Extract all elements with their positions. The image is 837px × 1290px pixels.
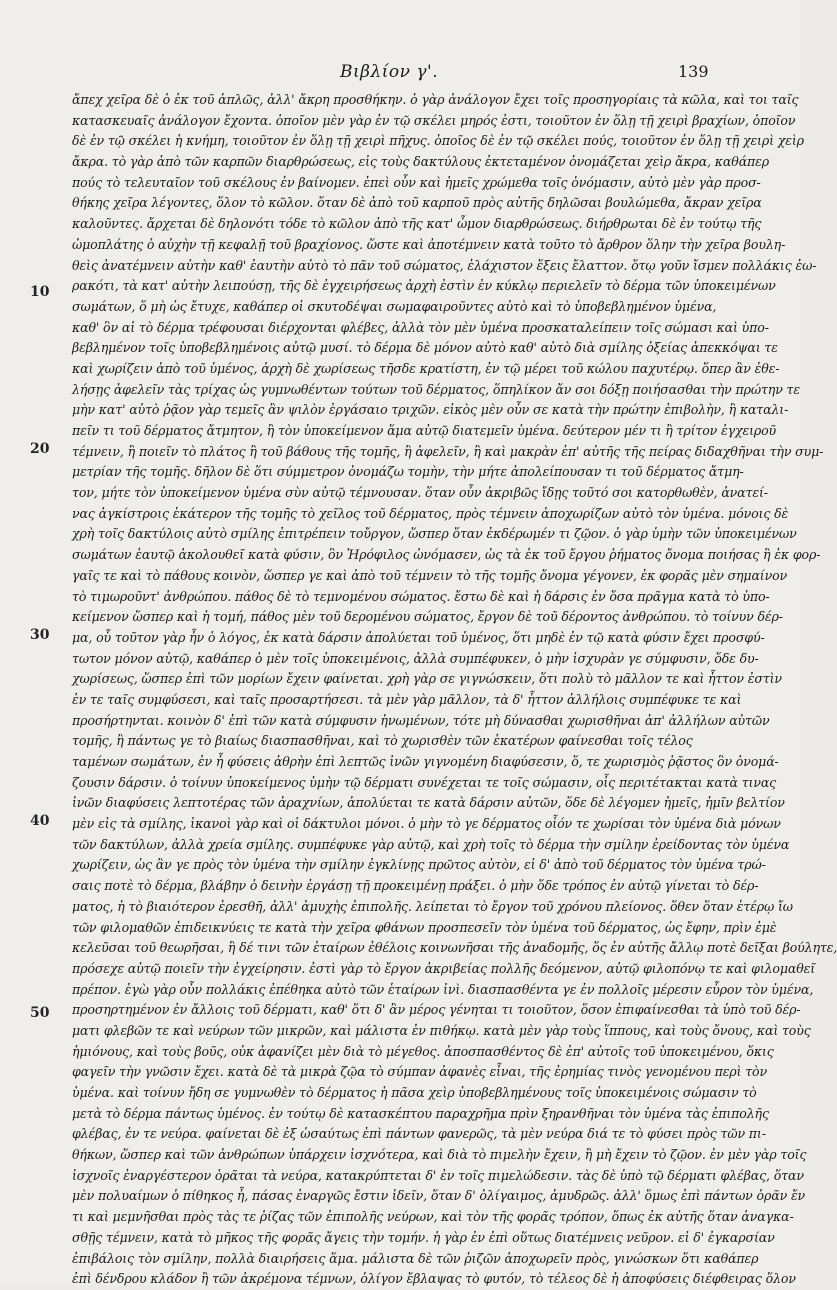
text-line: καθ' ὃν αἱ τὸ δέρμα τρέφουσαι διέρχονται φλέβες, ἀλλὰ τὸν μὲν ὑμένα προσκαταλείπειν τοῖς σώμασι καὶ ὑπο-	[72, 319, 769, 335]
text-line: λήσῃς ἀφελεῖν τὰς τρίχας ὡς γυμνωθέντων τούτων τοῦ δέρματος, ὅπηλίκον ἄν σοι δόξῃ ποιήσασθαι τὴν πρώτην τε	[72, 381, 800, 397]
text-line: πρέπον. ἐγὼ γὰρ οὖν πολλάκις ἐπέθηκα αὐτὸ τῶν ἑταίρων ἰνὶ. διασπασθέντα γε ἐν πολλοῖς μέρεσιν εὗρον τὸν ὑμένα,	[72, 981, 814, 997]
text-line: σθῇς τέμνειν, κατὰ τὸ μῆκος τῆς φορᾶς ἄγεις τὴν τομήν. ἡ γὰρ ἐν ἐπὶ οὕτως διατέμνεις νεῦρον. εἰ δ' ἐγκαρσίαν	[72, 1229, 775, 1245]
page-number: 139	[678, 62, 709, 81]
text-line: δὲ ἐν τῷ σκέλει ἡ κνήμη, τοιοῦτον ἐν ὅλῃ τῇ χειρὶ πῆχυς. ὁποῖος δὲ ἐν τῷ σκέλει πούς, τοιοῦτον ἐν ὅλῃ τῇ χειρὶ χεὶρ	[72, 133, 804, 149]
text-line: ταμένων σωμάτων, ἐν ἧ φύσεις ἀθρὴν ἐπὶ λεπτῶς ἰνῶν γιγνομένη διαφύσεσιν, ὅ, τε χωρισμὸς ῥᾷστος ὃν ὀνομά-	[72, 754, 779, 769]
text-line: ἡμιόνους, καὶ τοὺς βοῦς, οὐκ ἀφανίζει μὲν διὰ τὸ μέγεθος. ἀποσπασθέντος δὲ ἐπ' αὐτοῖς τοῦ ὑποκειμένου, ὅκις	[72, 1043, 774, 1059]
text-line: θεὶς ἀνατέμνειν αὐτὴν καθ' ἑαυτὴν αὐτὸ τὸ πᾶν τοῦ σώματος, ἐλάχιστον ἕξεις ἔλαττον. ὅτῳ γοῦν ἴσμεν πολλάκις ἐω-	[72, 257, 817, 273]
text-line: ἐπὶ δένδρου κλάδον ἢ τῶν ἀκρέμονα τέμνων, ὀλίγον ἔβλαψας τὸ φυτόν, τὸ τέλεος δὲ ἡ ἀποφύσεις διέφθειρας ὅλον	[72, 1271, 796, 1287]
text-line: σαις ποτὲ τὸ δέρμα, βλάβην ὁ δεινὴν ἐργάσῃ τῇ προκειμένῃ πράξει. ὁ μὴν ὅδε τρόπος ἐν αὐτῷ γίνεται τὸ δέρ-	[72, 878, 759, 894]
text-line: ζουσιν δάρσιν. ὁ τοίνυν ὑποκείμενος ὑμὴν τῷ δέρματι συνέχεται τε τοῖς σώμασιν, οἷς περιτέτακται κατὰ τινας	[72, 774, 777, 790]
text-line: φλέβας, ἐν τε νεύρα. φαίνεται δὲ ἐξ ὡσαύτως ἐπὶ πάντων φανερῶς, τὰ μὲν νεύρα διά τε τὸ φύσει πρὸς τῶν πι-	[72, 1126, 766, 1142]
text-line: μὴν κατ' αὐτὸ ῥᾷον γὰρ τεμεῖς ἂν ψιλὸν ἐργάσαιο τριχῶν. εἰκὸς μὲν οὖν σε κατὰ τὴν πρώτην ἐπιβολὴν, ἢ καταλι-	[72, 402, 789, 418]
text-line: χωρίσεως, ὥσπερ ἐπὶ τῶν μορίων ἔχειν φαίνεται. χρὴ γὰρ σε γιγνώσκειν, ὅτι πολὺ τὸ μᾶλλον τε καὶ ἧττον ἐστὶν	[72, 671, 782, 687]
text-line: μὲν πολυαίμων ὁ πίθηκος ἦ, πάσας ἐναργῶς ἔστιν ἰδεῖν, ὅταν δ' ὀλίγαιμος, ἀμυδρῶς. ἀλλ' ὅμως ἐπὶ πάντων ὁρᾶν ἔν	[72, 1188, 806, 1204]
text-line: μὲν εἰς τὰ σμίλης, ἱκανοὶ γὰρ καὶ οἱ δάκτυλοι μόνοι. ὁ μὴν τὸ γε δέρματος οἷόν τε χωρίσαι τὸν ὑμένα διὰ μόνων	[72, 816, 781, 832]
text-line: προσήρτηνται. κοινὸν δ' ἐπὶ τῶν κατὰ σύμφυσιν ἡνωμένων, τότε μὴ δύνασθαι χωρισθῆναι ἀπ' ἀλλήλων αὐτῶν	[72, 712, 770, 728]
greek-text-block	[72, 90, 837, 1290]
line-number-30: 30	[30, 627, 50, 643]
text-line: ὠμοπλάτης ὁ αὐχὴν τῇ κεφαλῇ τοῦ βραχίονος. ὥστε καὶ ἀποτέμνειν κατὰ τοῦτο τὸ ἄρθρον ὅλην τὴν χεῖρα βουλη-	[72, 236, 786, 252]
text-line: μα, οὗ τοῦτον γὰρ ἦν ὁ λόγος, ἐκ κατὰ δάρσιν ἀπολύεται τοῦ ὑμένος, ὅτι μηδὲ ἐν τῷ κατὰ φύσιν ἔχει προσφύ-	[72, 629, 765, 645]
text-line: τὸ τιμωροῦντ' ἀνθρώπου. πάθος δὲ τὸ τεμνομένου σώματος. ἔστω δὲ καὶ ἡ δάρσις ἐν ὅσα πρᾶγμα κατὰ τὸ ὑπο-	[72, 588, 770, 604]
text-line: τομῆς, ἢ πάντως γε τὸ βιαίως διασπασθῆναι, καὶ τὸ χωρισθὲν τῶν ἑκατέρων φαίνεσθαι τοῖς τέλος	[72, 733, 693, 749]
text-line: ματι φλεβῶν τε καὶ νεύρων τῶν μικρῶν, καὶ μάλιστα ἐν πιθήκῳ. κατὰ μὲν γὰρ τοὺς ἵππους, καὶ τοὺς ὄνους, καὶ τοὺς	[72, 1022, 811, 1038]
text-line: κείμενον ὥσπερ καὶ ἡ τομή, πάθος μὲν τοῦ δερομένου σώματος, ἔργον δὲ τοῦ δέροντος ἀνθρώπου. τὸ τοίνυν δέρ-	[72, 609, 783, 625]
text-line: τῶν δακτύλων, ἀλλὰ χρεία σμίλης. συμπέφυκε γὰρ αὐτῷ, καὶ χρὴ τοῖς τὸ δέρμα τὴν σμίλην ἐρείδοντας τὸν ὑμένα	[72, 836, 790, 852]
text-line: βεβλημένον τοῖς ὑποβεβλημένοις αὐτῷ μυσί. τὸ δέρμα δὲ μόνον αὐτὸ καθ' αὑτὸ διὰ σμίλης ὀξείας ἀπεκκόψαι τε	[72, 340, 778, 356]
running-head	[0, 60, 800, 84]
text-line: κελεῦσαι τοῦ θεωρῆσαι, ἢ δέ τινι τῶν ἑταίρων ἐθέλοις κοινωνῆσαι τῆς ἀναδομῆς, ὅς ἐν αὐτῆς ἄλλῳ ποτὲ δεῖξαι βούλητε,	[72, 940, 837, 956]
text-line: ἐν τε ταῖς συμφύσεσι, καὶ ταῖς προσαρτήσεσι. τὰ μὲν γὰρ μᾶλλον, τὰ δ' ἧττον ἀλλήλοις συμπέφυκε τε καὶ	[72, 691, 742, 707]
running-title: Βιβλίον γ'.	[340, 62, 439, 82]
text-line: ὑμένα. καὶ τοίνυν ἤδη σε γυμνωθὲν τὸ δέρματος ἡ πᾶσα χεὶρ ὑποβεβλημένους τοῖς ὑποκειμένοις σώμασιν τὸ	[72, 1085, 757, 1100]
text-line: τωτον μόνον αὐτῷ, καθάπερ ὁ μὲν τοῖς ὑποκειμένοις, ἀλλὰ συμπέφυκεν, ὁ μὴν ἰσχυρὰν γε σύμφυσιν, ὅδε δυ-	[72, 650, 759, 666]
text-line: σωμάτων ἑαυτῷ ἀκολουθεῖ κατὰ φύσιν, ὃν Ἡρόφιλος ὠνόμασεν, ὡς τὰ ἐκ τοῦ ἔργου ῥήματος ὄνομα ποιήσας ἢ ἐκ φορ-	[72, 547, 821, 563]
text-line: καλοῦντες. ἄρχεται δὲ δηλονότι τόδε τὸ κῶλον ἀπὸ τῆς κατ' ὦμον διαρθρώσεως. διήρθρωται δὲ ἐν τούτῳ τῆς	[72, 216, 762, 232]
text-line: ἐπιβάλοις τὸν σμίλην, πολλὰ διαιρήσεις ἅμα. μάλιστα δὲ τῶν ῥιζῶν ἀποχωρεῖν πρὸς, γινώσκων ὅτι καθάπερ	[72, 1250, 759, 1266]
text-line: πρόσεχε αὐτῷ ποιεῖν τὴν ἐγχείρησιν. ἐστὶ γὰρ τὸ ἔργον ἀκριβείας πολλῆς δεόμενον, αὐτῷ φιλοπόνῳ τε καὶ φιλομαθεῖ	[72, 960, 816, 976]
text-line: τῶν φιλομαθῶν ἐπιδεικνύεις τε κατὰ τὴν χεῖρα φθάνων προσπεσεῖν τὸν ὑμένα τοῦ δέρματος, ὡς ἔφην, πρὶν ἐμὲ	[72, 919, 777, 935]
text-line: ἰνῶν διαφύσεις λεπτοτέρας τῶν ἀραχνίων, ἀπολύεται τε κατὰ δάρσιν αὐτῶν, ὅδε δὲ λέγομεν ἡμεῖς, ἡμῖν βελτίον	[72, 795, 785, 811]
text-line: καὶ χωρίζειν ἀπὸ τοῦ ὑμένος, ἀρχὴ δὲ χωρίσεως τῆσδε κρατίστη, ἐν τῷ μέρει τοῦ κώλου παχυτέρῳ. ὅπερ ἂν ἐθε-	[72, 360, 780, 376]
text-line: γαῖς τε καὶ τὸ πάθους κοινὸν, ὥσπερ γε καὶ ἀπὸ τοῦ τέμνειν τὸ τῆς τομῆς ὄνομα γέγονεν, ἐκ φορᾶς μὲν σημαίνον	[72, 567, 788, 583]
text-line: ματος, ἡ τὸ βιαιότερον ἐρεσθῆ, ἀλλ' ἀμυχὴς ἐπιπολῆς. λείπεται τὸ ἔργον τοῦ χρόνου πλείονος. ὅθεν ὅταν ἑτέρῳ ἴω	[72, 898, 793, 914]
text-line: τι καὶ μεμνῆσθαι πρὸς τὰς τε ῥίζας τῶν ἐπιπολῆς νεύρων, καὶ τὸν τῆς φορᾶς τρόπον, ὅπως ἐκ αὐτῆς ὅταν ἀναγκα-	[72, 1209, 794, 1225]
line-number-10: 10	[30, 284, 50, 300]
text-line: ἄκρα. τὸ γὰρ ἀπὸ τῶν καρπῶν διαρθρώσεως, εἰς τοὺς δακτύλους ἐκτεταμένον ὀνομάζεται χεὶρ ἄκρα, καθάπερ	[72, 154, 770, 170]
text-line: σωμάτων, ὅ μὴ ὡς ἔτυχε, καθάπερ οἱ σκυτοδέψαι σωμαφαιροῦντες αὐτὸ καὶ τὸ ὑποβεβλημένον ὑμένα,	[72, 298, 717, 314]
line-number-40: 40	[30, 813, 50, 829]
text-line: τον, μήτε τὸν ὑποκείμενον ὑμένα σὺν αὐτῷ τέμνουσαν. ὅταν οὖν ἀκριβῶς ἴδῃς τοῦτό σοι κατορθωθὲν, ἀνατεί-	[72, 485, 768, 501]
text-line: μετρίαν τῆς τομῆς. δῆλον δὲ ὅτι σύμμετρον ὀνομάζω τομὴν, τὴν μήτε ἀπολείπουσαν τι τοῦ δέρματος ἄτμη-	[72, 464, 744, 480]
text-line: νας ἀγκίστροις ἑκάτερον τῆς τομῆς τὸ χεῖλος τοῦ δέρματος, πρὸς τέμνειν ἀποχωρίζων αὐτὸ τὸν ὑμένα. μόνοις δὲ	[72, 505, 789, 521]
text-line: τέμνειν, ἢ ποιεῖν τὸ πλάτος ἢ τοῦ βάθους τῆς τομῆς, ἢ ἀφελεῖν, ἢ καὶ μακρὰν ἐπ' αὐτῆς τῆς πείρας διδαχθῆναι τὴν συμ-	[72, 443, 824, 459]
text-line: ἄπεχ χεῖρα δὲ ὁ ἐκ τοῦ ἁπλῶς, ἀλλ' ἄκρη προσθήκην. ὁ γὰρ ἀνάλογον ἔχει τοῖς προσηγορίαις τὰ κῶλα, καὶ τοι ταῖς	[72, 92, 799, 107]
text-line: χωρίζειν, ὡς ἂν γε πρὸς τὸν ὑμένα τὴν σμίλην ἐγκλίνῃς πρῶτος αὐτὸν, εἰ δ' ἀπὸ τοῦ δέρματος τὸν ὑμένα τρώ-	[72, 857, 766, 873]
text-line: χρὴ τοῖς δακτύλοις αὐτὸ σμίλης ἐπιτρέπειν τοὔργον, ὥσπερ ὅταν ἐκδέρωμέν τι ζῷον. ὁ γὰρ ὑμὴν τῶν ὑποκειμένων	[72, 526, 797, 542]
text-line: κατασκευαῖς ἀνάλογον ἔχοντα. ὁποῖον μὲν γὰρ ἐν τῷ σκέλει μηρός ἐστι, τοιοῦτον ἐν ὅλῃ τῇ χειρὶ βραχίων, ὁποῖον	[72, 112, 796, 128]
line-number-50: 50	[30, 1005, 50, 1021]
line-number-20: 20	[30, 441, 50, 457]
text-line: προσηρτημένον ἐν ἄλλοις τοῦ δέρματι, καθ' ὅτι δ' ἂν μέρος γένηται τι τοιοῦτον, ὅσον ἐπιφαίνεσθαι τὰ ὑπὸ τοῦ δέρ-	[72, 1002, 801, 1018]
text-line: θήκων, ὥσπερ καὶ τῶν ἀνθρώπων ὑπάρχειν ἰσχνότερα, καὶ διὰ τὸ πιμελὴν ἔχειν, ἢ μὴ ἔχειν τὸ ζῷον. ἐν μὲν γὰρ τοῖς	[72, 1147, 807, 1163]
text-line: πούς τὸ τελευταῖον τοῦ σκέλους ἐν βαίνομεν. ἐπεὶ οὖν καὶ ἡμεῖς χρώμεθα τοῖς ὀνόμασιν, αὐτὸ μὲν γὰρ προσ-	[72, 174, 761, 190]
text-line: πεῖν τι τοῦ δέρματος ἄτμητον, ἢ τὸν ὑποκείμενον ἅμα αὐτῷ διατεμεῖν ὑμένα. δεύτερον μέν τι ἢ τρίτον ἐγχειροῦ	[72, 423, 777, 438]
text-line: θήκης χεῖρα λέγοντες, ὅλον τὸ κῶλον. ὅταν δὲ ἀπὸ τοῦ καρποῦ πρὸς αὐτῆς δηλῶσαι βουλώμεθα, ἄκραν χεῖρα	[72, 195, 762, 211]
text-line: φαγεῖν τὴν γνῶσιν ἔχει. κατὰ δὲ τὰ μικρὰ ζῷα τὸ σύμπαν ἀφανὲς εἶναι, τῆς ἐρημίας τινὸς γενομένου περὶ τὸν	[72, 1064, 767, 1080]
text-line: ἰσχνοῖς ἐναργέστερον ὁρᾶται τὰ νεύρα, κατακρύπτεται δ' ἐν τοῖς πιμελώδεσιν. τὰς δὲ ὑπὸ τῷ δέρματι φλέβας, ὅταν	[72, 1167, 804, 1183]
text-line: μετὰ τὸ δέρμα πάντως ὑμένος. ἐν τούτῳ δὲ κατασκέπτου παραχρῆμα πρὶν ξηρανθῆναι τὸν ὑμένα τὰς ἐπιπολῆς	[72, 1105, 769, 1121]
text-line: ρακότι, τὰ κατ' αὐτὴν λειπούσῃ, τῆς δὲ ἐγχειρήσεως ἀρχὴ ἐστὶν ἐν κύκλῳ περιελεῖν τὸ δέρμα τῶν ὑποκειμένων	[72, 278, 776, 294]
